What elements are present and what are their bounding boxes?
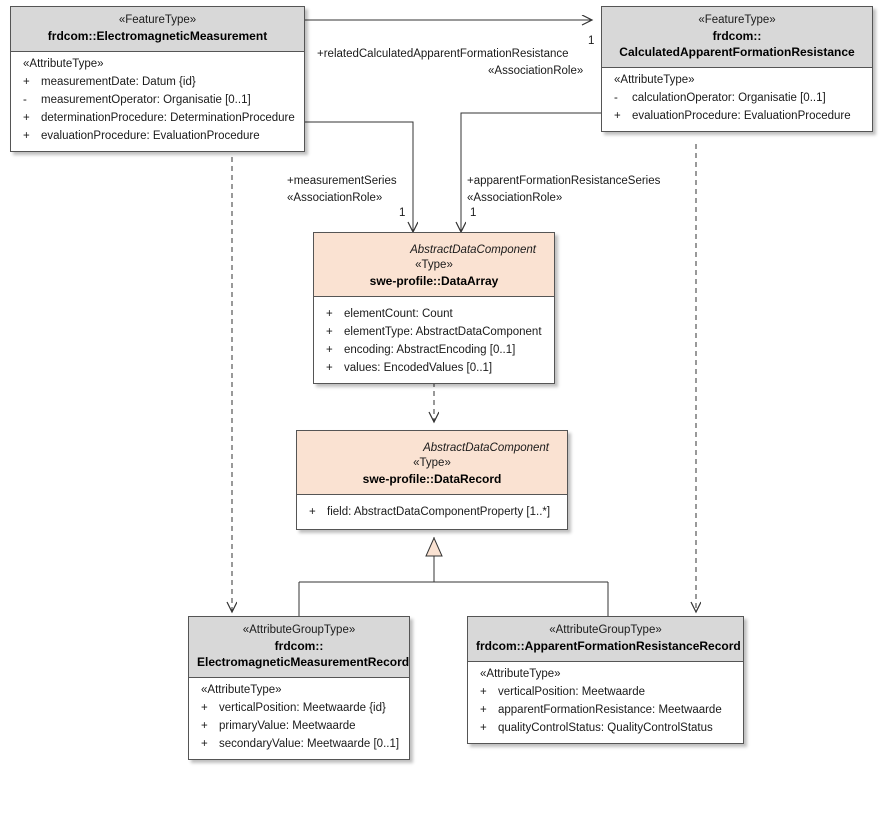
attribute-row [608, 107, 866, 125]
visibility: - [614, 92, 618, 104]
class-stereotype: «FeatureType» [698, 14, 776, 26]
class-stereotype: «AttributeGroupType» [242, 624, 356, 636]
visibility: + [326, 344, 333, 356]
attribute-text: calculationOperator: Organisatie [0..1] [632, 92, 826, 104]
class-attributes [189, 678, 409, 759]
class-attributes [297, 495, 567, 529]
role-name: +relatedCalculatedApparentFormationResistance [317, 48, 569, 60]
class-header [468, 617, 743, 662]
visibility: + [326, 326, 333, 338]
class-attributes [314, 297, 554, 383]
attribute-row [320, 341, 548, 359]
class-stereotype: «Type» [415, 259, 453, 271]
attribute-row [17, 73, 298, 91]
edge-label-apparent-series [467, 174, 660, 189]
attribute-text: values: EncodedValues [0..1] [344, 362, 493, 374]
visibility: + [201, 738, 208, 750]
attribute-row [474, 683, 737, 701]
role-stereotype: «AssociationRole» [287, 192, 383, 204]
attribute-row [474, 701, 737, 719]
visibility: - [23, 94, 27, 106]
attribute-text: elementCount: Count [344, 308, 453, 320]
attribute-row [303, 503, 561, 521]
attribute-section-label: «AttributeType» [201, 684, 282, 696]
attribute-row [17, 91, 298, 109]
edge-label-related-stereotype [488, 64, 583, 79]
attribute-text: apparentFormationResistance: Meetwaarde [498, 704, 722, 716]
visibility: + [480, 686, 487, 698]
attribute-text: elementType: AbstractDataComponent [344, 326, 542, 338]
class-name-line2: ElectromagneticMeasurementRecord [197, 655, 410, 669]
class-abstract-label: AbstractDataComponent [410, 244, 536, 256]
multiplicity-measurement-series: 1 [399, 207, 406, 219]
attribute-row [195, 735, 403, 753]
class-name: frdcom::ApparentFormationResistanceRecord [476, 639, 741, 653]
attribute-text: determinationProcedure: DeterminationProcedure [41, 112, 295, 124]
class-electromagnetic-measurement[interactable] [10, 6, 305, 152]
attribute-text: evaluationProcedure: EvaluationProcedure [632, 110, 851, 122]
visibility: + [309, 506, 316, 518]
attribute-text: verticalPosition: Meetwaarde {id} [219, 702, 386, 714]
role-name: +measurementSeries [287, 175, 397, 187]
attribute-text: measurementDate: Datum {id} [41, 76, 196, 88]
class-header [602, 7, 872, 68]
attribute-text: measurementOperator: Organisatie [0..1] [41, 94, 251, 106]
visibility: + [23, 112, 30, 124]
class-name: swe-profile::DataArray [369, 274, 499, 288]
visibility: + [201, 702, 208, 714]
attribute-section-label: «AttributeType» [480, 668, 561, 680]
attribute-row [195, 717, 403, 735]
edge-label-related-role [317, 47, 569, 62]
edge-label-apparent-series-stereotype [467, 191, 562, 206]
class-name-line1: frdcom:: [712, 29, 762, 43]
class-name-line1: frdcom:: [274, 639, 324, 653]
multiplicity-apparent-series: 1 [470, 207, 477, 219]
class-electromagnetic-measurement-record[interactable] [188, 616, 410, 760]
visibility: + [23, 130, 30, 142]
edge-label-measurement-series [287, 174, 397, 189]
class-name: frdcom::ElectromagneticMeasurement [47, 29, 268, 43]
attribute-row [17, 109, 298, 127]
multiplicity-related: 1 [588, 35, 595, 47]
edge-label-measurement-series-stereotype [287, 191, 382, 206]
attribute-text: primaryValue: Meetwaarde [219, 720, 356, 732]
visibility: + [326, 308, 333, 320]
attribute-row [320, 305, 548, 323]
class-header [297, 431, 567, 495]
role-stereotype: «AssociationRole» [467, 192, 563, 204]
class-stereotype: «AttributeGroupType» [549, 624, 662, 636]
visibility: + [614, 110, 621, 122]
class-header [189, 617, 409, 678]
class-apparent-formation-resistance-record[interactable] [467, 616, 744, 744]
attribute-text: encoding: AbstractEncoding [0..1] [344, 344, 516, 356]
attribute-text: verticalPosition: Meetwaarde [498, 686, 646, 698]
class-data-array[interactable] [313, 232, 555, 384]
class-name: swe-profile::DataRecord [362, 472, 502, 486]
class-attributes [602, 68, 872, 131]
class-header [11, 7, 304, 52]
class-calculated-apparent-formation-resistance[interactable] [601, 6, 873, 132]
role-name: +apparentFormationResistanceSeries [467, 175, 661, 187]
class-data-record[interactable] [296, 430, 568, 530]
visibility: + [480, 722, 487, 734]
class-header [314, 233, 554, 297]
class-stereotype: «FeatureType» [118, 14, 197, 26]
class-abstract-label: AbstractDataComponent [423, 442, 549, 454]
class-stereotype: «Type» [413, 457, 451, 469]
attribute-row [320, 359, 548, 377]
class-name-line2: CalculatedApparentFormationResistance [619, 45, 855, 59]
attribute-row [608, 89, 866, 107]
class-attributes [11, 52, 304, 151]
attribute-text: secondaryValue: Meetwaarde [0..1] [219, 738, 400, 750]
class-attributes [468, 662, 743, 743]
visibility: + [23, 76, 30, 88]
visibility: + [480, 704, 487, 716]
attribute-text: qualityControlStatus: QualityControlStatus [498, 722, 713, 734]
attribute-row [195, 699, 403, 717]
role-stereotype: «AssociationRole» [488, 65, 584, 77]
attribute-text: field: AbstractDataComponentProperty [1..*] [327, 506, 551, 518]
attribute-row [320, 323, 548, 341]
visibility: + [326, 362, 333, 374]
attribute-section-label: «AttributeType» [23, 58, 104, 70]
attribute-row [17, 127, 298, 145]
visibility: + [201, 720, 208, 732]
attribute-text: evaluationProcedure: EvaluationProcedure [41, 130, 260, 142]
attribute-section-label: «AttributeType» [614, 74, 695, 86]
attribute-row [474, 719, 737, 737]
